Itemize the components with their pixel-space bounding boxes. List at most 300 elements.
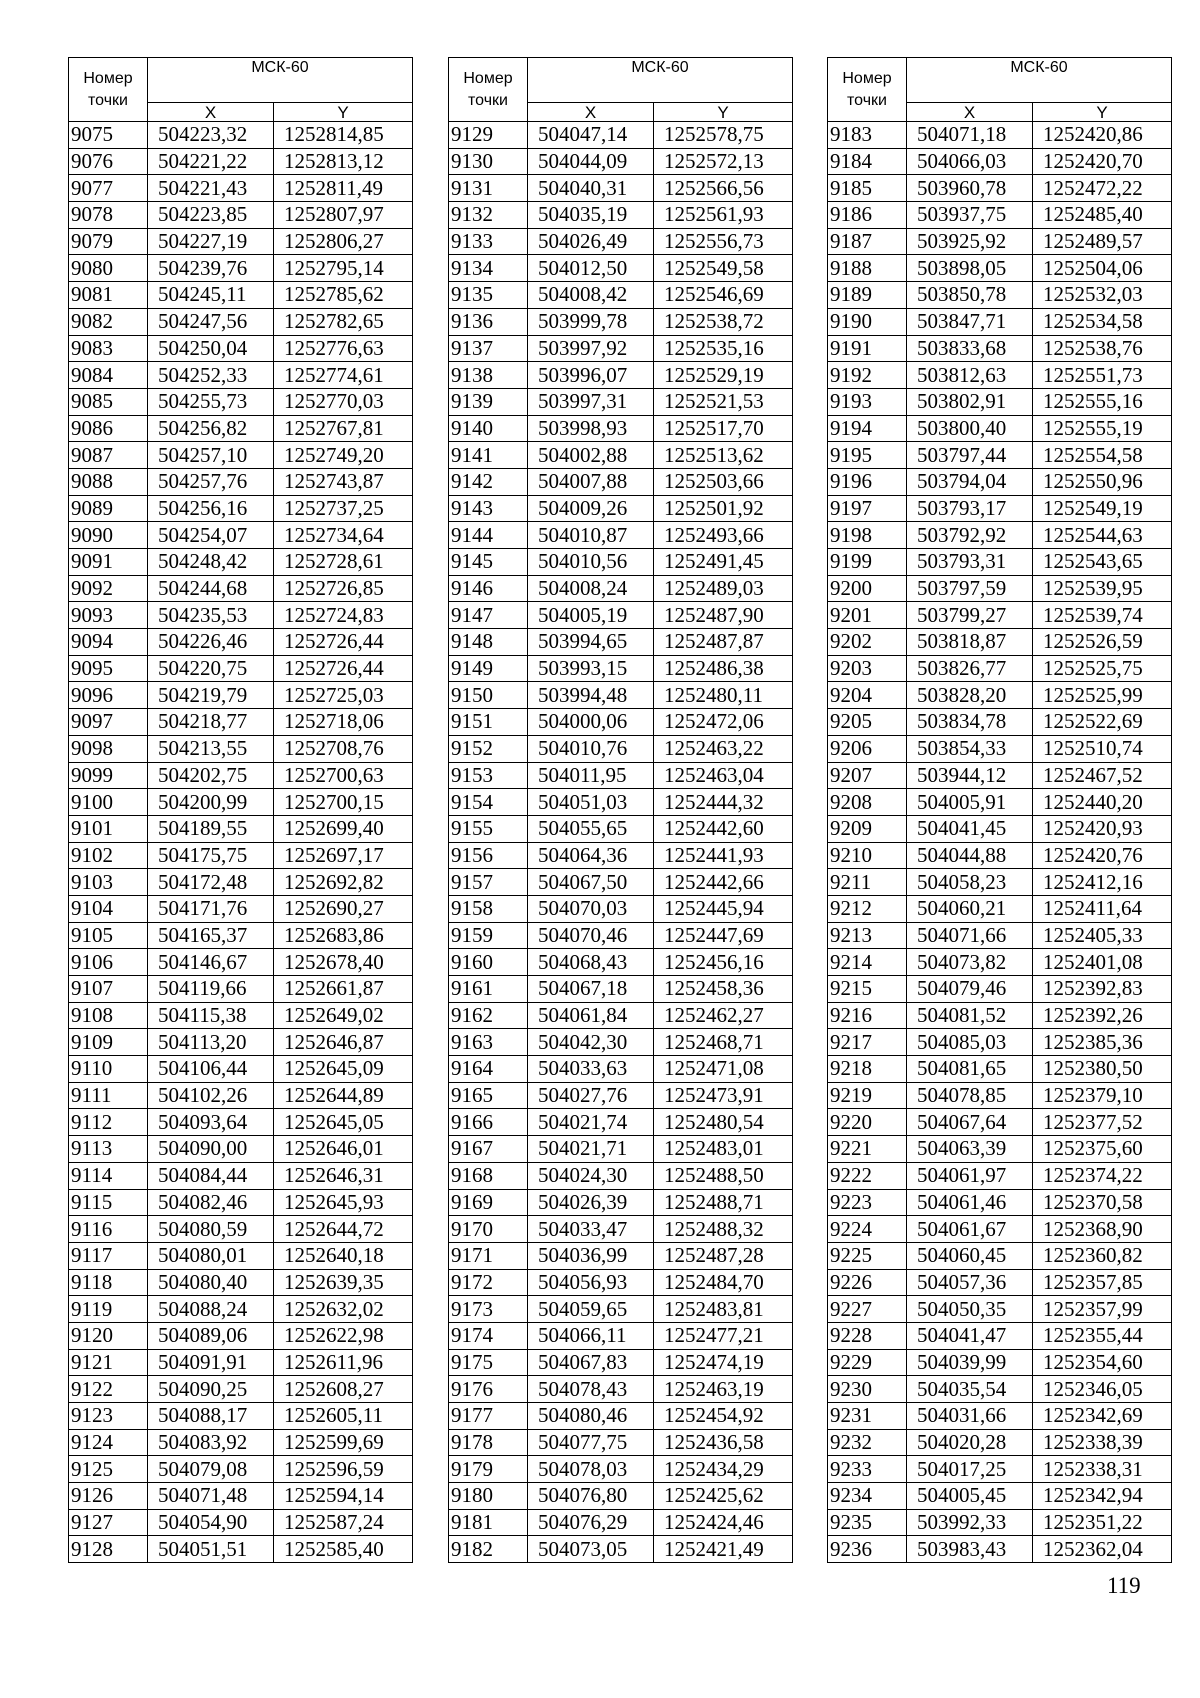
point-number: 9201 xyxy=(828,602,907,629)
table-row xyxy=(69,1029,413,1056)
point-number: 9117 xyxy=(69,1242,148,1269)
table-row xyxy=(449,175,793,202)
table-row xyxy=(69,282,413,309)
x-value: 503828,20 xyxy=(907,682,1033,709)
point-number: 9230 xyxy=(828,1376,907,1403)
y-value: 1252578,75 xyxy=(654,122,793,149)
x-value: 504061,46 xyxy=(907,1189,1033,1216)
y-value: 1252420,70 xyxy=(1033,148,1172,175)
table-row xyxy=(449,122,793,149)
x-value: 504171,76 xyxy=(148,895,274,922)
table-row xyxy=(828,789,1172,816)
point-number: 9133 xyxy=(449,228,528,255)
table-row xyxy=(828,815,1172,842)
x-value: 503799,27 xyxy=(907,602,1033,629)
table-row xyxy=(828,976,1172,1003)
point-number: 9084 xyxy=(69,362,148,389)
point-number: 9211 xyxy=(828,869,907,896)
x-value: 504027,76 xyxy=(528,1082,654,1109)
x-value: 504017,25 xyxy=(907,1456,1033,1483)
y-value: 1252649,02 xyxy=(274,1002,413,1029)
y-value: 1252785,62 xyxy=(274,282,413,309)
table-row xyxy=(69,1429,413,1456)
table-row xyxy=(828,1189,1172,1216)
y-value: 1252487,87 xyxy=(654,629,793,656)
table-row xyxy=(69,1002,413,1029)
point-number: 9085 xyxy=(69,388,148,415)
table-row xyxy=(69,1242,413,1269)
table-row xyxy=(449,922,793,949)
y-value: 1252471,08 xyxy=(654,1056,793,1083)
table-row xyxy=(449,655,793,682)
x-value: 504250,04 xyxy=(148,335,274,362)
point-number: 9213 xyxy=(828,922,907,949)
table-row xyxy=(449,815,793,842)
point-number: 9225 xyxy=(828,1242,907,1269)
point-number: 9191 xyxy=(828,335,907,362)
header-y: Y xyxy=(654,103,793,122)
table-row xyxy=(828,255,1172,282)
x-value: 504035,54 xyxy=(907,1376,1033,1403)
point-number: 9087 xyxy=(69,442,148,469)
point-number: 9223 xyxy=(828,1189,907,1216)
x-value: 504041,47 xyxy=(907,1322,1033,1349)
table-row xyxy=(69,415,413,442)
y-value: 1252640,18 xyxy=(274,1242,413,1269)
y-value: 1252487,90 xyxy=(654,602,793,629)
y-value: 1252725,03 xyxy=(274,682,413,709)
y-value: 1252484,70 xyxy=(654,1269,793,1296)
table-row xyxy=(828,1109,1172,1136)
table-row xyxy=(69,1456,413,1483)
table-row xyxy=(69,1296,413,1323)
table-row xyxy=(69,735,413,762)
table-row xyxy=(449,976,793,1003)
x-value: 504221,43 xyxy=(148,175,274,202)
point-number: 9111 xyxy=(69,1082,148,1109)
point-number: 9195 xyxy=(828,442,907,469)
table-row xyxy=(828,895,1172,922)
point-number: 9116 xyxy=(69,1216,148,1243)
table-row xyxy=(449,495,793,522)
table-row xyxy=(828,1349,1172,1376)
point-number: 9102 xyxy=(69,842,148,869)
x-value: 504146,67 xyxy=(148,949,274,976)
point-number: 9181 xyxy=(449,1509,528,1536)
y-value: 1252608,27 xyxy=(274,1376,413,1403)
point-number: 9202 xyxy=(828,629,907,656)
header-x: X xyxy=(907,103,1033,122)
y-value: 1252776,63 xyxy=(274,335,413,362)
y-value: 1252440,20 xyxy=(1033,789,1172,816)
table-row xyxy=(828,308,1172,335)
point-number: 9090 xyxy=(69,522,148,549)
y-value: 1252360,82 xyxy=(1033,1242,1172,1269)
x-value: 504036,99 xyxy=(528,1242,654,1269)
x-value: 504057,36 xyxy=(907,1269,1033,1296)
point-number: 9210 xyxy=(828,842,907,869)
table-row xyxy=(449,709,793,736)
y-value: 1252434,29 xyxy=(654,1456,793,1483)
x-value: 504084,44 xyxy=(148,1162,274,1189)
table-row xyxy=(69,602,413,629)
x-value: 504009,26 xyxy=(528,495,654,522)
point-number: 9119 xyxy=(69,1296,148,1323)
x-value: 503792,92 xyxy=(907,522,1033,549)
table-row xyxy=(69,762,413,789)
point-number: 9113 xyxy=(69,1136,148,1163)
x-value: 504256,16 xyxy=(148,495,274,522)
coordinates-table-2 xyxy=(448,57,793,1563)
x-value: 504080,01 xyxy=(148,1242,274,1269)
y-value: 1252420,93 xyxy=(1033,815,1172,842)
y-value: 1252488,50 xyxy=(654,1162,793,1189)
x-value: 504059,65 xyxy=(528,1296,654,1323)
x-value: 504067,50 xyxy=(528,869,654,896)
point-number: 9154 xyxy=(449,789,528,816)
point-number: 9166 xyxy=(449,1109,528,1136)
point-number: 9197 xyxy=(828,495,907,522)
point-number: 9078 xyxy=(69,202,148,229)
table-row xyxy=(449,762,793,789)
point-number: 9206 xyxy=(828,735,907,762)
table-row xyxy=(449,335,793,362)
y-value: 1252813,12 xyxy=(274,148,413,175)
y-value: 1252646,01 xyxy=(274,1136,413,1163)
x-value: 504213,55 xyxy=(148,735,274,762)
point-number: 9086 xyxy=(69,415,148,442)
point-number: 9167 xyxy=(449,1136,528,1163)
table-row xyxy=(69,522,413,549)
table-row xyxy=(69,175,413,202)
point-number: 9099 xyxy=(69,762,148,789)
table-row xyxy=(449,682,793,709)
x-value: 504218,77 xyxy=(148,709,274,736)
table-row xyxy=(69,1322,413,1349)
x-value: 504008,42 xyxy=(528,282,654,309)
point-number: 9168 xyxy=(449,1162,528,1189)
x-value: 504033,47 xyxy=(528,1216,654,1243)
point-number: 9182 xyxy=(449,1536,528,1563)
y-value: 1252493,66 xyxy=(654,522,793,549)
table-row xyxy=(449,308,793,335)
table-row xyxy=(449,1456,793,1483)
y-value: 1252644,72 xyxy=(274,1216,413,1243)
table-row xyxy=(69,549,413,576)
point-number: 9148 xyxy=(449,629,528,656)
table-row xyxy=(449,949,793,976)
table-row xyxy=(449,602,793,629)
x-value: 503794,04 xyxy=(907,468,1033,495)
table-row xyxy=(828,1322,1172,1349)
y-value: 1252699,40 xyxy=(274,815,413,842)
x-value: 503944,12 xyxy=(907,762,1033,789)
x-value: 504076,29 xyxy=(528,1509,654,1536)
x-value: 503998,93 xyxy=(528,415,654,442)
point-number: 9234 xyxy=(828,1483,907,1510)
x-value: 504010,87 xyxy=(528,522,654,549)
y-value: 1252338,39 xyxy=(1033,1429,1172,1456)
y-value: 1252543,65 xyxy=(1033,549,1172,576)
x-value: 504080,40 xyxy=(148,1269,274,1296)
point-number: 9118 xyxy=(69,1269,148,1296)
point-number: 9194 xyxy=(828,415,907,442)
y-value: 1252483,81 xyxy=(654,1296,793,1323)
x-value: 504021,71 xyxy=(528,1136,654,1163)
point-number: 9235 xyxy=(828,1509,907,1536)
table-row xyxy=(828,1483,1172,1510)
x-value: 504026,39 xyxy=(528,1189,654,1216)
point-number: 9177 xyxy=(449,1403,528,1430)
y-value: 1252556,73 xyxy=(654,228,793,255)
x-value: 504071,48 xyxy=(148,1483,274,1510)
table-row xyxy=(449,1056,793,1083)
y-value: 1252447,69 xyxy=(654,922,793,949)
x-value: 504008,24 xyxy=(528,575,654,602)
coordinates-table-1 xyxy=(68,57,413,1563)
y-value: 1252555,16 xyxy=(1033,388,1172,415)
x-value: 504002,88 xyxy=(528,442,654,469)
x-value: 504063,39 xyxy=(907,1136,1033,1163)
y-value: 1252489,57 xyxy=(1033,228,1172,255)
coordinates-table-3 xyxy=(827,57,1172,1563)
point-number: 9222 xyxy=(828,1162,907,1189)
y-value: 1252767,81 xyxy=(274,415,413,442)
y-value: 1252566,56 xyxy=(654,175,793,202)
y-value: 1252690,27 xyxy=(274,895,413,922)
y-value: 1252392,26 xyxy=(1033,1002,1172,1029)
table-row xyxy=(69,949,413,976)
y-value: 1252724,83 xyxy=(274,602,413,629)
table-row xyxy=(828,655,1172,682)
point-number: 9226 xyxy=(828,1269,907,1296)
y-value: 1252661,87 xyxy=(274,976,413,1003)
y-value: 1252561,93 xyxy=(654,202,793,229)
x-value: 504220,75 xyxy=(148,655,274,682)
x-value: 504244,68 xyxy=(148,575,274,602)
y-value: 1252412,16 xyxy=(1033,869,1172,896)
table-row xyxy=(69,1162,413,1189)
y-value: 1252549,19 xyxy=(1033,495,1172,522)
point-number: 9212 xyxy=(828,895,907,922)
x-value: 504115,38 xyxy=(148,1002,274,1029)
table-row xyxy=(828,842,1172,869)
y-value: 1252646,31 xyxy=(274,1162,413,1189)
point-number: 9187 xyxy=(828,228,907,255)
y-value: 1252436,58 xyxy=(654,1429,793,1456)
y-value: 1252534,58 xyxy=(1033,308,1172,335)
table-row xyxy=(69,442,413,469)
point-number: 9176 xyxy=(449,1376,528,1403)
x-value: 503793,31 xyxy=(907,549,1033,576)
table-row xyxy=(69,255,413,282)
y-value: 1252513,62 xyxy=(654,442,793,469)
point-number: 9229 xyxy=(828,1349,907,1376)
y-value: 1252392,83 xyxy=(1033,976,1172,1003)
table-row xyxy=(69,1136,413,1163)
y-value: 1252814,85 xyxy=(274,122,413,149)
table-row xyxy=(449,1109,793,1136)
y-value: 1252362,04 xyxy=(1033,1536,1172,1563)
y-value: 1252488,32 xyxy=(654,1216,793,1243)
point-number: 9217 xyxy=(828,1029,907,1056)
x-value: 504078,43 xyxy=(528,1376,654,1403)
header-coordinate-system: МСК-60 xyxy=(528,58,793,103)
y-value: 1252474,19 xyxy=(654,1349,793,1376)
table-row xyxy=(828,709,1172,736)
x-value: 504042,30 xyxy=(528,1029,654,1056)
y-value: 1252351,22 xyxy=(1033,1509,1172,1536)
y-value: 1252485,40 xyxy=(1033,202,1172,229)
x-value: 504039,99 xyxy=(907,1349,1033,1376)
x-value: 504081,65 xyxy=(907,1056,1033,1083)
table-row xyxy=(828,1162,1172,1189)
x-value: 504227,19 xyxy=(148,228,274,255)
y-value: 1252354,60 xyxy=(1033,1349,1172,1376)
point-number: 9094 xyxy=(69,629,148,656)
y-value: 1252355,44 xyxy=(1033,1322,1172,1349)
x-value: 503937,75 xyxy=(907,202,1033,229)
x-value: 504033,63 xyxy=(528,1056,654,1083)
table-row xyxy=(449,442,793,469)
x-value: 503925,92 xyxy=(907,228,1033,255)
header-point-number: Номер точки xyxy=(828,58,907,122)
table-row xyxy=(449,228,793,255)
point-number: 9083 xyxy=(69,335,148,362)
table-row xyxy=(828,762,1172,789)
x-value: 504012,50 xyxy=(528,255,654,282)
y-value: 1252374,22 xyxy=(1033,1162,1172,1189)
point-number: 9171 xyxy=(449,1242,528,1269)
x-value: 504106,44 xyxy=(148,1056,274,1083)
table-row xyxy=(449,1536,793,1563)
x-value: 504223,85 xyxy=(148,202,274,229)
x-value: 504070,03 xyxy=(528,895,654,922)
y-value: 1252480,11 xyxy=(654,682,793,709)
y-value: 1252385,36 xyxy=(1033,1029,1172,1056)
point-number: 9127 xyxy=(69,1509,148,1536)
table-row xyxy=(69,1536,413,1563)
x-value: 504060,45 xyxy=(907,1242,1033,1269)
x-value: 503994,48 xyxy=(528,682,654,709)
point-number: 9218 xyxy=(828,1056,907,1083)
x-value: 504005,19 xyxy=(528,602,654,629)
y-value: 1252555,19 xyxy=(1033,415,1172,442)
point-number: 9200 xyxy=(828,575,907,602)
table-row xyxy=(69,1349,413,1376)
y-value: 1252503,66 xyxy=(654,468,793,495)
point-number: 9125 xyxy=(69,1456,148,1483)
y-value: 1252770,03 xyxy=(274,388,413,415)
table-row xyxy=(69,976,413,1003)
y-value: 1252522,69 xyxy=(1033,709,1172,736)
table-row xyxy=(69,1216,413,1243)
point-number: 9150 xyxy=(449,682,528,709)
x-value: 503793,17 xyxy=(907,495,1033,522)
table-row xyxy=(69,1082,413,1109)
y-value: 1252338,31 xyxy=(1033,1456,1172,1483)
table-row xyxy=(69,709,413,736)
x-value: 504083,92 xyxy=(148,1429,274,1456)
x-value: 504060,21 xyxy=(907,895,1033,922)
x-value: 504044,88 xyxy=(907,842,1033,869)
point-number: 9082 xyxy=(69,308,148,335)
point-number: 9162 xyxy=(449,1002,528,1029)
table-row xyxy=(69,468,413,495)
x-value: 503992,33 xyxy=(907,1509,1033,1536)
y-value: 1252525,75 xyxy=(1033,655,1172,682)
table-row xyxy=(69,308,413,335)
point-number: 9205 xyxy=(828,709,907,736)
header-x: X xyxy=(528,103,654,122)
point-number: 9104 xyxy=(69,895,148,922)
point-number: 9110 xyxy=(69,1056,148,1083)
point-number: 9109 xyxy=(69,1029,148,1056)
y-value: 1252342,94 xyxy=(1033,1483,1172,1510)
point-number: 9126 xyxy=(69,1483,148,1510)
y-value: 1252425,62 xyxy=(654,1483,793,1510)
x-value: 504064,36 xyxy=(528,842,654,869)
point-number: 9098 xyxy=(69,735,148,762)
point-number: 9204 xyxy=(828,682,907,709)
point-number: 9214 xyxy=(828,949,907,976)
point-number: 9189 xyxy=(828,282,907,309)
table-row xyxy=(449,575,793,602)
point-number: 9137 xyxy=(449,335,528,362)
y-value: 1252550,96 xyxy=(1033,468,1172,495)
table-row xyxy=(828,682,1172,709)
x-value: 504078,85 xyxy=(907,1082,1033,1109)
x-value: 503800,40 xyxy=(907,415,1033,442)
point-number: 9101 xyxy=(69,815,148,842)
y-value: 1252539,74 xyxy=(1033,602,1172,629)
point-number: 9115 xyxy=(69,1189,148,1216)
point-number: 9114 xyxy=(69,1162,148,1189)
point-number: 9129 xyxy=(449,122,528,149)
y-value: 1252346,05 xyxy=(1033,1376,1172,1403)
x-value: 504091,91 xyxy=(148,1349,274,1376)
y-value: 1252596,59 xyxy=(274,1456,413,1483)
y-value: 1252539,95 xyxy=(1033,575,1172,602)
x-value: 504068,43 xyxy=(528,949,654,976)
point-number: 9175 xyxy=(449,1349,528,1376)
y-value: 1252357,85 xyxy=(1033,1269,1172,1296)
x-value: 504223,32 xyxy=(148,122,274,149)
y-value: 1252605,11 xyxy=(274,1403,413,1430)
table-row xyxy=(449,522,793,549)
y-value: 1252726,44 xyxy=(274,629,413,656)
point-number: 9100 xyxy=(69,789,148,816)
table-row xyxy=(449,629,793,656)
y-value: 1252622,98 xyxy=(274,1322,413,1349)
x-value: 504255,73 xyxy=(148,388,274,415)
x-value: 503812,63 xyxy=(907,362,1033,389)
point-number: 9135 xyxy=(449,282,528,309)
point-number: 9138 xyxy=(449,362,528,389)
x-value: 504050,35 xyxy=(907,1296,1033,1323)
table-row xyxy=(69,655,413,682)
x-value: 504219,79 xyxy=(148,682,274,709)
y-value: 1252420,76 xyxy=(1033,842,1172,869)
table-row xyxy=(828,1136,1172,1163)
table-row xyxy=(449,735,793,762)
point-number: 9103 xyxy=(69,869,148,896)
point-number: 9108 xyxy=(69,1002,148,1029)
y-value: 1252467,52 xyxy=(1033,762,1172,789)
table-row xyxy=(69,1269,413,1296)
point-number: 9089 xyxy=(69,495,148,522)
x-value: 503993,15 xyxy=(528,655,654,682)
